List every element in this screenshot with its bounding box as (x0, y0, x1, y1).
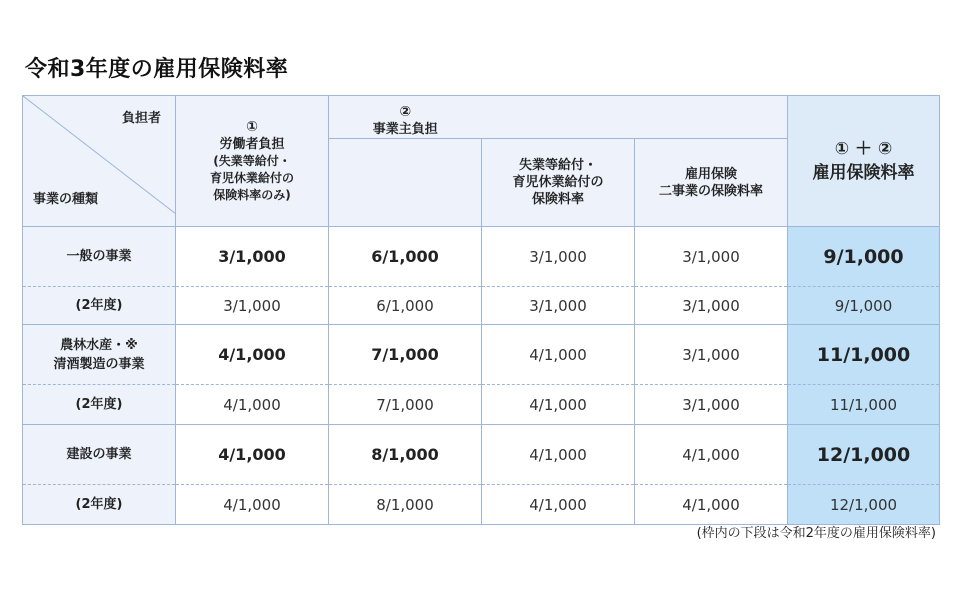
header-employer-mark: ② (399, 104, 412, 120)
cell-employer: 8/1,000 (329, 425, 482, 485)
row-label-line: 農林水産・※ (60, 337, 138, 353)
corner-label-payer: 負担者 (121, 111, 161, 126)
cell-employer: 7/1,000 (329, 325, 482, 385)
cell-two-programs: 4/1,000 (635, 425, 788, 485)
cell-worker: 4/1,000 (176, 385, 329, 425)
cell-unemployment: 4/1,000 (482, 385, 635, 425)
header-worker-mark: ① (246, 118, 258, 135)
cell-total: 12/1,000 (788, 485, 940, 525)
header-worker-share (176, 96, 329, 227)
header-employer-span (482, 96, 788, 139)
cell-total: 12/1,000 (788, 425, 940, 485)
cell-two-programs: 3/1,000 (635, 227, 788, 287)
cell-worker: 4/1,000 (176, 425, 329, 485)
cell-unemployment: 3/1,000 (482, 287, 635, 325)
table-row (23, 485, 940, 525)
cell-total: 11/1,000 (788, 385, 940, 425)
insurance-rate-table (22, 95, 940, 525)
header-worker-note-1: (失業等給付・ (213, 153, 291, 168)
row-label-line: 建設の事業 (66, 447, 132, 462)
row-label-agriculture-sake (23, 325, 176, 385)
table-row (23, 227, 940, 287)
cell-total: 9/1,000 (788, 227, 940, 287)
header-two-programs-line-2: 二事業の保険料率 (658, 183, 763, 199)
header-worker-note-3: 保険料率のみ) (213, 187, 291, 202)
cell-total: 9/1,000 (788, 287, 940, 325)
header-unemployment-benefit (482, 139, 635, 227)
cell-employer: 7/1,000 (329, 385, 482, 425)
header-two-programs-line-1: 雇用保険 (684, 166, 737, 182)
header-total-formula: ① ＋ ② (834, 139, 893, 159)
row-label-prev-year: (2年度) (23, 385, 176, 425)
table-row (23, 385, 940, 425)
cell-worker: 4/1,000 (176, 325, 329, 385)
cell-two-programs: 3/1,000 (635, 287, 788, 325)
header-unemployment-line-3: 保険料率 (531, 192, 584, 207)
cell-two-programs: 4/1,000 (635, 485, 788, 525)
header-employer-blank (329, 139, 482, 227)
table-row (23, 325, 940, 385)
cell-unemployment: 4/1,000 (482, 325, 635, 385)
cell-unemployment: 3/1,000 (482, 227, 635, 287)
page-title: 令和3年度の雇用保険料率 (25, 57, 289, 82)
header-total-rate (788, 96, 940, 227)
row-label-general (23, 227, 176, 287)
header-total-label: 雇用保険料率 (812, 163, 915, 183)
cell-two-programs: 3/1,000 (635, 385, 788, 425)
row-label-prev-year: (2年度) (23, 485, 176, 525)
header-unemployment-line-1: 失業等給付・ (518, 158, 597, 173)
header-two-programs (635, 139, 788, 227)
row-label-construction (23, 425, 176, 485)
header-worker-note-2: 育児休業給付の (209, 170, 294, 185)
header-employer-label: 事業主負担 (372, 122, 438, 137)
table-row (23, 425, 940, 485)
cell-employer: 8/1,000 (329, 485, 482, 525)
corner-label-business-type: 事業の種類 (33, 192, 99, 207)
header-worker-label: 労働者負担 (219, 136, 285, 152)
row-label-line: 一般の事業 (66, 249, 132, 264)
cell-employer: 6/1,000 (329, 227, 482, 287)
cell-two-programs: 3/1,000 (635, 325, 788, 385)
header-unemployment-line-2: 育児休業給付の (512, 175, 604, 190)
row-label-prev-year: (2年度) (23, 287, 176, 325)
header-employer-share (329, 96, 482, 139)
cell-employer: 6/1,000 (329, 287, 482, 325)
cell-worker: 4/1,000 (176, 485, 329, 525)
cell-unemployment: 4/1,000 (482, 485, 635, 525)
table-row (23, 287, 940, 325)
row-label-line: 清酒製造の事業 (53, 356, 145, 372)
header-corner (23, 96, 176, 227)
cell-worker: 3/1,000 (176, 227, 329, 287)
footnote: (枠内の下段は令和2年度の雇用保険料率) (696, 526, 936, 541)
cell-unemployment: 4/1,000 (482, 425, 635, 485)
cell-total: 11/1,000 (788, 325, 940, 385)
cell-worker: 3/1,000 (176, 287, 329, 325)
